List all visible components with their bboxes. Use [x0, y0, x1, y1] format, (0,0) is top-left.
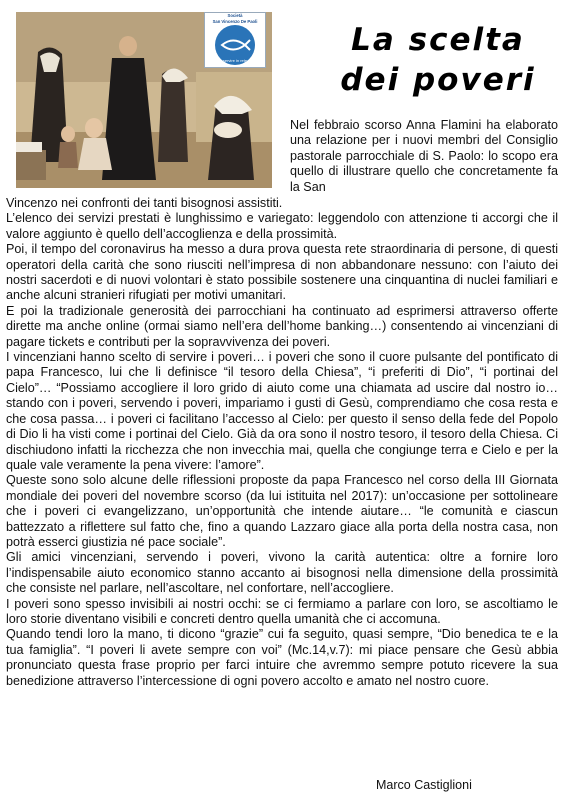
article-title: [318, 20, 558, 100]
title-line-1: La scelta: [351, 22, 525, 58]
paragraph: Queste sono solo alcune delle riflessioni proposte da papa Francesco nel corso della III Giornata mondiale dei poveri del novembre scorso (da lui istituita nel 2017): un’occasione per sottolineare che i poveri ci evangelizzano, un’opportunità che intende aiutare… “le comunità e ciascun battezzato a riflettere sul fatto che, fino a quando Lazzaro giace alla porta della nostra casa, non potrà esserci giustizia né pace sociale”.: [6, 473, 558, 549]
san-vincenzo-logo: [204, 12, 266, 68]
painting-illustration: [16, 12, 272, 188]
author-signature: Marco Castiglioni: [376, 778, 472, 792]
paragraph: L’elenco dei servizi prestati è lunghissimo e variegato: leggendolo con attenzione ti accorgi che il valore aggiunto è quello dell’accoglienza e della prossimità.: [6, 211, 558, 241]
paragraph: I poveri sono spesso invisibili ai nostri occhi: se ci fermiamo a parlare con loro, se ascoltiamo le loro storie diventano visibili e concreti dentro quella umanità che ci accomuna.: [6, 596, 558, 626]
intro-paragraph: [290, 118, 558, 195]
paragraph: Gli amici vincenziani, servendo i poveri, vivono la carità autentica: oltre a fornire loro l’indispensabile aiuto economico stanno accanto ai bisognosi nella dimensione della prossimità che consiste nel parlare, nell’ascoltare, nel confortare, nell’accogliere.: [6, 550, 558, 596]
paragraph: I vincenziani hanno scelto di servire i poveri… i poveri che sono il cuore pulsante del pontificato di papa Francesco, lui che li definisce “il tesoro della Chiesa”, “i preferiti di Dio”, “i portinai del Cielo”… “Possiamo accogliere il loro grido di aiuto come una chiamata ad uscire dal nostro io… stando con i poveri, servendo i poveri, impariamo i gusti di Gesù, comprendiamo che cosa resta e che cosa passa… i poveri ci facilitano l’accesso al Cielo: per questo il senso della fede del Popolo di Dio li ha visti come i portinai del Cielo. Già da ora sono il nostro tesoro, il tesoro della Chiesa. Ci dischiudono infatti la ricchezza che non invecchia mai, quella che congiunge terra e Cielo e per la quale vale veramente la pena vivere: l’amore”.: [6, 350, 558, 472]
article-body: [6, 196, 558, 689]
logo-subtitle: servire in rete: [222, 58, 248, 64]
paragraph: Poi, il tempo del coronavirus ha messo a dura prova questa rete straordinaria di persone, di questi operatori della carità che sono riusciti nell’impresa di non abbandonare nessuno: con l’aiuto dei nostri sacerdoti e di nuovi volontari è stato possibile sostenere una cinquantina di nuclei familiari e anche alcuni stranieri rifugiati per motivi umanitari.: [6, 242, 558, 303]
paragraph: Quando tendi loro la mano, ti dicono “grazie” cui fa seguito, quasi sempre, “Dio benedica te e la tua famiglia”. “I poveri li avete sempre con voi” (Mc.14,v.7): mi piace pensare che Gesù abbia pronunciato questa frase proprio per farci intuire che avremmo sempre potuto ricevere la sua benedizione attraverso l’intercessione di ogni povero accolto e amato nel nostro cuore.: [6, 627, 558, 688]
paragraph: E poi la tradizionale generosità dei parrocchiani ha continuato ad esprimersi attraverso offerte dirette ma anche online (ormai siamo nell’era dell’home banking…) consentendo ai vincenziani di pagare tickets e contributi per la sopravvivenza dei poveri.: [6, 303, 558, 349]
title-line-2: dei poveri: [340, 62, 536, 98]
paragraph: Vincenzo nei confronti dei tanti bisognosi assistiti.: [6, 196, 283, 210]
logo-line-2: San Vincenzo De Paoli: [212, 18, 258, 24]
logo-line-1: Società: [227, 13, 243, 18]
intro-text: Nel febbraio scorso Anna Flamini ha elaborato una relazione per i nuovi membri del Consiglio pastorale parrocchiale di S. Paolo: lo scopo era quello di illustrare quello che concretamente fa la San: [290, 118, 558, 194]
fish-icon: [215, 25, 255, 65]
